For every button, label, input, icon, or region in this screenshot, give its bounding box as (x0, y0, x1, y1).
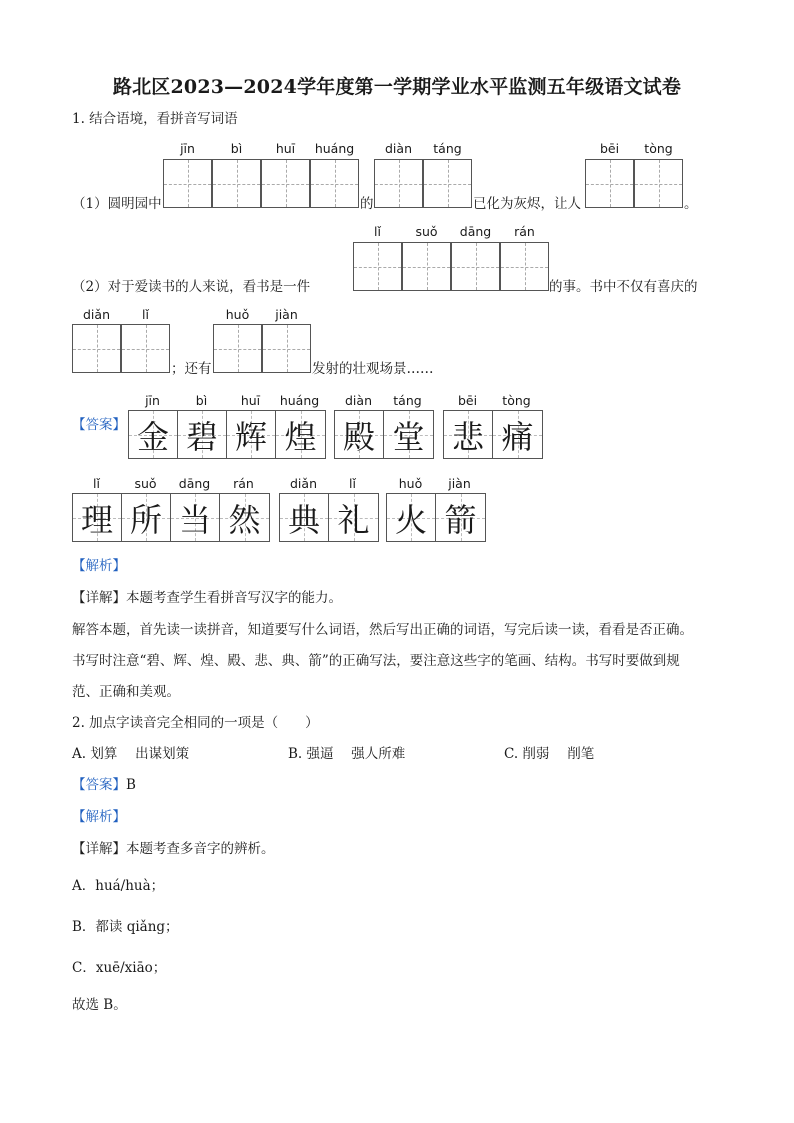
pinyin: dāng (178, 476, 211, 491)
pinyin: táng (433, 141, 462, 156)
answer-char: 典 (287, 500, 320, 539)
answer-char: 然 (228, 500, 261, 539)
pinyin: táng (393, 393, 422, 408)
pinyin: bì (230, 141, 243, 156)
pinyin: rán (514, 224, 535, 239)
answer-box[interactable] (72, 324, 121, 373)
pinyin: jīn (145, 393, 160, 408)
explanation-a: A．huá/huà； (72, 878, 165, 894)
answer-grid-beitong (443, 410, 543, 459)
answer-char: 礼 (337, 500, 370, 539)
pinyin: huī (275, 141, 296, 156)
answer-box[interactable] (262, 324, 311, 373)
answer-box[interactable] (121, 324, 170, 373)
page-title: 路北区2023—2024学年度第一学期学业水平监测五年级语文试卷 (112, 76, 682, 98)
sentence-1-part: 已化为灰烬，让人 (473, 196, 581, 212)
sentence-1-part: 的 (360, 196, 374, 212)
answer-box[interactable] (500, 242, 549, 291)
analysis-paragraph: 书写时注意“碧、辉、煌、殿、悲、典、箭”的正确写法，要注意这些字的笔画、结构。书写时要做到规 (72, 653, 680, 669)
answer-grid-dianli (279, 493, 379, 542)
answer-char: 当 (178, 500, 211, 539)
analysis-paragraph: 解答本题，首先读一读拼音，知道要写什么词语，然后写出正确的词语，写完后读一读，看看是否正确。 (72, 622, 693, 638)
answer-box[interactable] (212, 159, 261, 208)
answer-box[interactable] (634, 159, 683, 208)
pinyin: diǎn (83, 307, 110, 322)
sentence-1-part: （1）圆明园中 (72, 196, 162, 212)
pinyin: tòng (502, 393, 531, 408)
pinyin: lǐ (349, 476, 356, 491)
pinyin: jiàn (448, 476, 471, 491)
pinyin: lǐ (374, 224, 381, 239)
answer-box[interactable] (374, 159, 423, 208)
answer-char: 理 (80, 500, 113, 539)
analysis-label: 【解析】 (72, 558, 126, 574)
pinyin: lǐ (93, 476, 100, 491)
analysis-paragraph: 范、正确和美观。 (72, 684, 180, 700)
answer-char: 所 (129, 500, 162, 539)
answer-box[interactable] (451, 242, 500, 291)
answer-char: 金 (136, 417, 169, 456)
answer-value: B (126, 777, 136, 793)
explanation-b: B．都读 qiǎng； (72, 919, 179, 935)
answer-box[interactable] (163, 159, 212, 208)
pinyin: huáng (279, 393, 320, 408)
pinyin: rán (233, 476, 254, 491)
detail-line (72, 840, 275, 858)
pinyin: jiàn (275, 307, 298, 322)
conclusion: 故选 B。 (72, 997, 127, 1013)
q2-answer-line (72, 776, 136, 794)
answer-label: 【答案】 (72, 417, 126, 433)
pinyin: huī (240, 393, 261, 408)
answer-box[interactable] (310, 159, 359, 208)
answer-char: 辉 (234, 417, 267, 456)
sentence-1-part: 。 (684, 196, 698, 212)
pinyin: diàn (345, 393, 372, 408)
sentence-2-part: 发射的壮观场景…… (312, 361, 434, 377)
answer-char: 箭 (444, 500, 477, 539)
pinyin: jīn (180, 141, 195, 156)
answer-grid-jinbihuihuang (128, 410, 326, 459)
pinyin: bì (195, 393, 208, 408)
answer-box[interactable] (402, 242, 451, 291)
pinyin: bēi (457, 393, 478, 408)
pinyin: huáng (314, 141, 355, 156)
detail-label: 【详解】 (72, 841, 126, 857)
option-a[interactable]: A. 划算 出谋划策 (72, 746, 190, 762)
pinyin: huǒ (225, 307, 250, 322)
analysis-label: 【解析】 (72, 809, 126, 825)
sentence-2-part: ；还有 (171, 361, 212, 377)
answer-grid-diantang (334, 410, 434, 459)
pinyin: diàn (385, 141, 412, 156)
pinyin: dāng (459, 224, 492, 239)
question-1-heading: 1. 结合语境，看拼音写词语 (72, 111, 238, 127)
detail-line (72, 589, 342, 607)
pinyin: diǎn (290, 476, 317, 491)
pinyin: suǒ (415, 224, 438, 239)
detail-label: 【详解】 (72, 590, 126, 606)
answer-box[interactable] (585, 159, 634, 208)
sentence-2-part: 的事。书中不仅有喜庆的 (549, 279, 698, 295)
answer-grid-huojian (386, 493, 486, 542)
pinyin: suǒ (134, 476, 157, 491)
answer-char: 碧 (185, 417, 218, 456)
answer-char: 煌 (284, 417, 317, 456)
question-2-heading: 2. 加点字读音完全相同的一项是（ ） (72, 715, 319, 731)
answer-box[interactable] (261, 159, 310, 208)
pinyin: lǐ (142, 307, 149, 322)
answer-char: 痛 (501, 417, 534, 456)
answer-box[interactable] (213, 324, 262, 373)
option-c[interactable]: C. 削弱 削笔 (504, 746, 595, 762)
answer-char: 堂 (392, 417, 425, 456)
answer-char: 殿 (342, 417, 375, 456)
pinyin: tòng (644, 141, 673, 156)
answer-char: 悲 (451, 417, 484, 456)
detail-text: 本题考查学生看拼音写汉字的能力。 (126, 590, 342, 606)
option-b[interactable]: B. 强逼 强人所难 (288, 746, 406, 762)
answer-grid-lisuodangran (72, 493, 270, 542)
detail-text: 本题考查多音字的辨析。 (126, 841, 275, 857)
answer-box[interactable] (423, 159, 472, 208)
answer-box[interactable] (353, 242, 402, 291)
explanation-c: C．xuē/xiāo； (72, 960, 167, 976)
answer-char: 火 (394, 500, 427, 539)
pinyin: huǒ (398, 476, 423, 491)
pinyin: bēi (599, 141, 620, 156)
sentence-2-part: （2）对于爱读书的人来说，看书是一件 (72, 279, 311, 295)
answer-label: 【答案】 (72, 777, 126, 793)
